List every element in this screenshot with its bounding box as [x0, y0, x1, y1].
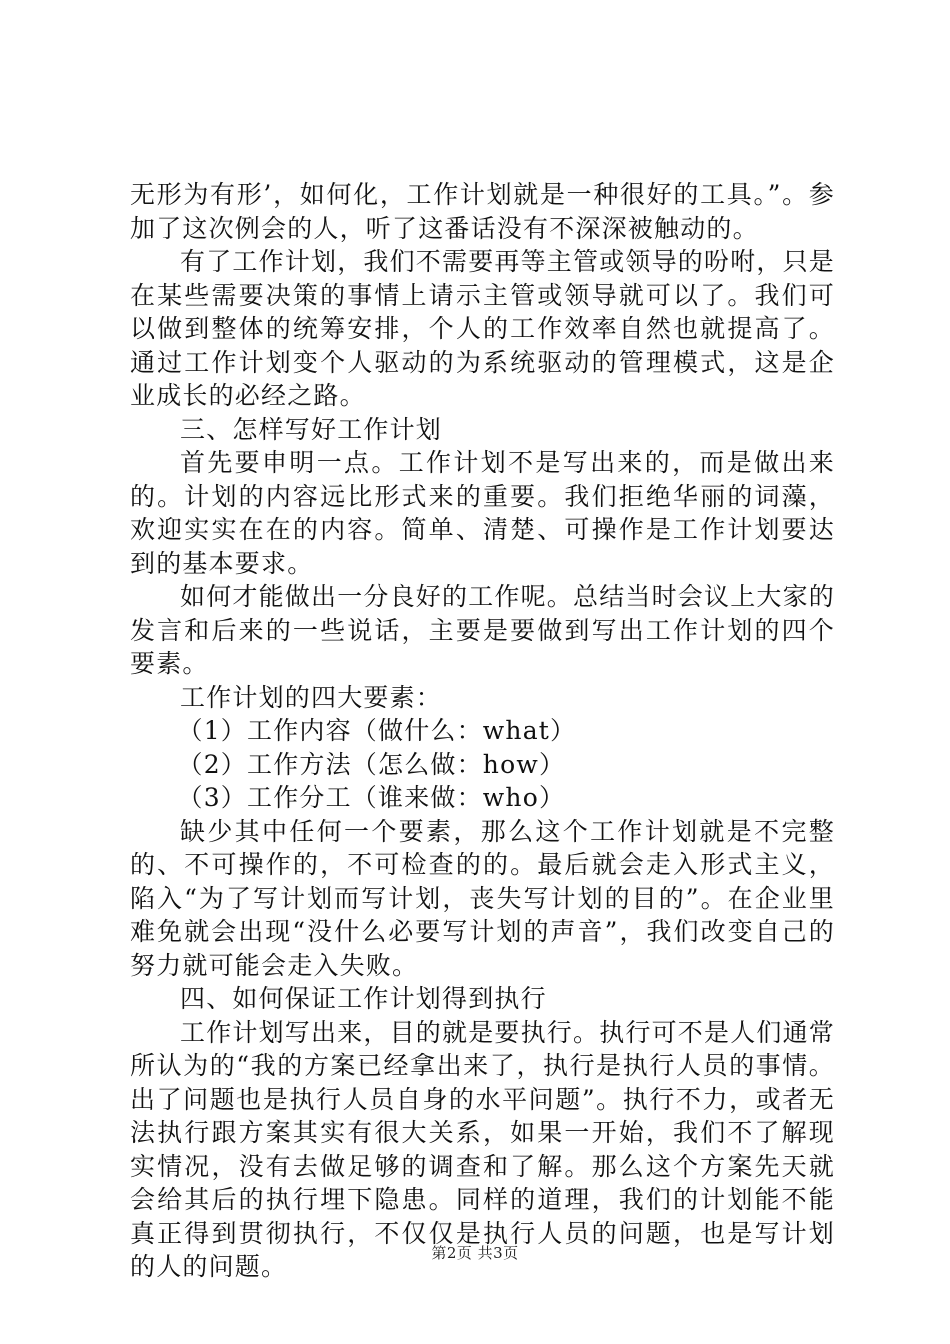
page-footer: 第2页 共3页 [431, 1244, 519, 1262]
paragraph-2: 有了工作计划，我们不需要再等主管或领导的吩咐，只是在某些需要决策的事情上请示主管或领导就可以了。我们可以做到整体的统筹安排，个人的工作效率自然也就提高了。通过工作计划变个人驱动的为系统驱动的管理模式，这是企业成长的必经之路。 [130, 247, 836, 410]
list-item-2: （2）工作方法（怎么做：how） [177, 749, 566, 779]
paragraph-1: 无形为有形’，如何化，工作计划就是一种很好的工具。”。参加了这次例会的人，听了这番话没有不深深被触动的。 [130, 180, 835, 243]
paragraph-10: 缺少其中任何一个要素，那么这个工作计划就是不完整的、不可操作的，不可检查的的。最后就会走入形式主义，陷入“为了写计划而写计划，丧失写计划的目的”。在企业里难免就会出现“没什么必要写计划的声音”，我们改变自己的努力就可能会走入失败。 [130, 816, 835, 980]
paragraph-12: 工作计划写出来，目的就是要执行。执行可不是人们通常所认为的“我的方案已经拿出来了，执行是执行人员的事情。出了问题也是执行人员自身的水平问题”。执行不力，或者无法执行跟方案其实有很大关系，如果一开始，我们不了解现实情况，没有去做足够的调查和了解。那么这个方案先天就会给其后的执行埋下隐患。同样的道理，我们的计划能不能真正得到贯彻执行，不仅仅是执行人员的问题，也是写计划的人的问题。 [130, 1017, 836, 1281]
list-item-3: （3）工作分工（谁来做：who） [177, 783, 566, 812]
section-heading-4: 四、如何保证工作计划得到执行 [180, 984, 547, 1013]
paragraph-4: 首先要申明一点。工作计划不是写出来的，而是做出来的。计划的内容远比形式来的重要。我们拒绝华丽的词藻，欢迎实实在在的内容。简单、清楚、可操作是工作计划要达到的基本要求。 [130, 448, 835, 578]
document-body [130, 178, 835, 1284]
list-heading: 工作计划的四大要素： [180, 682, 443, 712]
section-heading-3: 三、怎样写好工作计划 [180, 414, 443, 444]
paragraph-5: 如何才能做出一分良好的工作呢。总结当时会议上大家的发言和后来的一些说话，主要是要做到写出工作计划的四个要素。 [130, 582, 836, 678]
list-item-1: （1）工作内容（做什么：what） [177, 716, 577, 745]
